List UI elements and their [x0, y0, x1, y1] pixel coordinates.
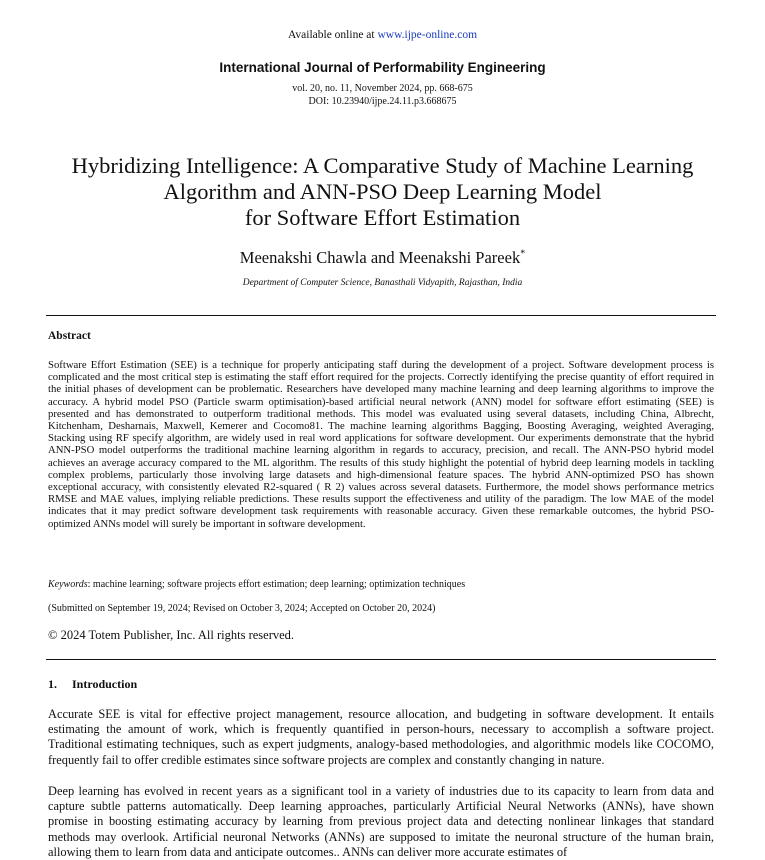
intro-paragraph-1: Accurate SEE is vital for effective project management, resource allocation, and budgeting in software development. It entails estimating the amount of work, which is frequently quantified in person-hours, necessary to accomplish a software project. Traditional estimating techniques, such as expert judgments, analogy-based methodologies, and algorithmic models like COCOMO, frequently fail to offer credible estimates since software projects are complex and constantly changing in nature. [48, 707, 714, 767]
affiliation: Department of Computer Science, Banasthali Vidyapith, Rajasthan, India [242, 278, 523, 288]
abstract-text: Software Effort Estimation (SEE) is a technique for properly anticipating staff during the development of a project. Software development process is complicated and the most critical step is estimating the staff effort required for the projects. Correctly identifying the precise quantity of effort required in the initial phases of development can be problematic. Researchers have developed many machine learning and deep learning algorithms to improve the accuracy. A hybrid model PSO (Particle swarm optimisation)-based artificial neural network (ANN) model for software effort estimating (SEE) is presented and has demonstrated to outperform traditional methods. This model was evaluated using several datasets, including China, Albrecht, Kitchenham, Desharnais, Maxwell, Kemerer and Cocomo81. The machine learning algorithms Bagging, Boosting Averaging, weighted Averaging, Stacking using RF specify algorithm, are widely used in real word applications for software development. Our experiments demonstrate that the hybrid ANN-PSO model outperforms the traditional machine learning algorithm in regards to accuracy, precision, and recall. The ANN-PSO hybrid model achieves an average accuracy compared to the ML algorithm. The results of this study highlight the potential of hybrid deep learning models in tackling complex problems, particularly those involving large datasets and high-dimensional feature spaces. The hybrid ANN-optimized PSO has shown exceptional accuracy, with consistently elevated R2-squared ( R 2) values across several datasets. Furthermore, the model shows performance metrics RMSE and MAE values, implying reliable predictions. These results support the effectiveness and utility of the paradigm. The low MAE of the model indicates that it may predict software development task requirements with reasonable accuracy. Given these remarkable outcomes, the hybrid PSO-optimized ANNs model will surely be important in software development. [48, 359, 714, 530]
submission-dates: (Submitted on September 19, 2024; Revised on October 3, 2024; Accepted on October 20, 2024) [48, 603, 436, 614]
journal-website-link[interactable]: www.ijpe-online.com [377, 29, 478, 41]
author-list [0, 248, 765, 268]
corresponding-author-mark: * [520, 248, 526, 260]
authors-names: Meenakshi Chawla and Meenakshi Pareek [239, 248, 521, 267]
copyright-notice: © 2024 Totem Publisher, Inc. All rights reserved. [48, 628, 295, 642]
top-divider [46, 315, 716, 316]
title-line-3: for Software Effort Estimation [244, 205, 521, 230]
doi-line: DOI: 10.23940/ijpe.24.11.p3.668675 [308, 95, 457, 107]
section-number: 1. [48, 677, 57, 691]
keywords-text: : machine learning; software projects effort estimation; deep learning; optimization techniques [87, 579, 466, 590]
section-title: Introduction [72, 677, 138, 691]
intro-paragraph-2: Deep learning has evolved in recent years as a significant tool in a variety of industries due to its capacity to learn from data and capture subtle patterns automatically. Deep learning approaches, particularly Artificial Neural Networks (ANNs), have shown promise in boosting estimating accuracy by learning from previous project data and detecting nonlinear linkages that standard methods may overlook. Artificial neuronal Networks (ANNs) are supposed to imitate the neuronal structure of the human brain, allowing them to learn from data and anticipate outcomes.. ANNs can deliver more accurate estimates of [48, 784, 714, 859]
paper-title [40, 153, 725, 231]
section-heading [48, 677, 137, 692]
title-line-2: Algorithm and ANN-PSO Deep Learning Model [163, 179, 602, 204]
bottom-divider [46, 659, 716, 660]
keywords-label: Keywords [48, 579, 88, 590]
title-line-1: Hybridizing Intelligence: A Comparative Study of Machine Learning [71, 153, 694, 178]
volume-line: vol. 20, no. 11, November 2024, pp. 668-675 [292, 83, 473, 94]
availability-line [0, 29, 765, 41]
availability-prefix: Available online at [287, 29, 378, 41]
abstract-heading: Abstract [48, 330, 91, 342]
volume-info [0, 83, 765, 108]
keywords-line [48, 579, 714, 590]
journal-name: International Journal of Performability Engineering [219, 60, 546, 75]
